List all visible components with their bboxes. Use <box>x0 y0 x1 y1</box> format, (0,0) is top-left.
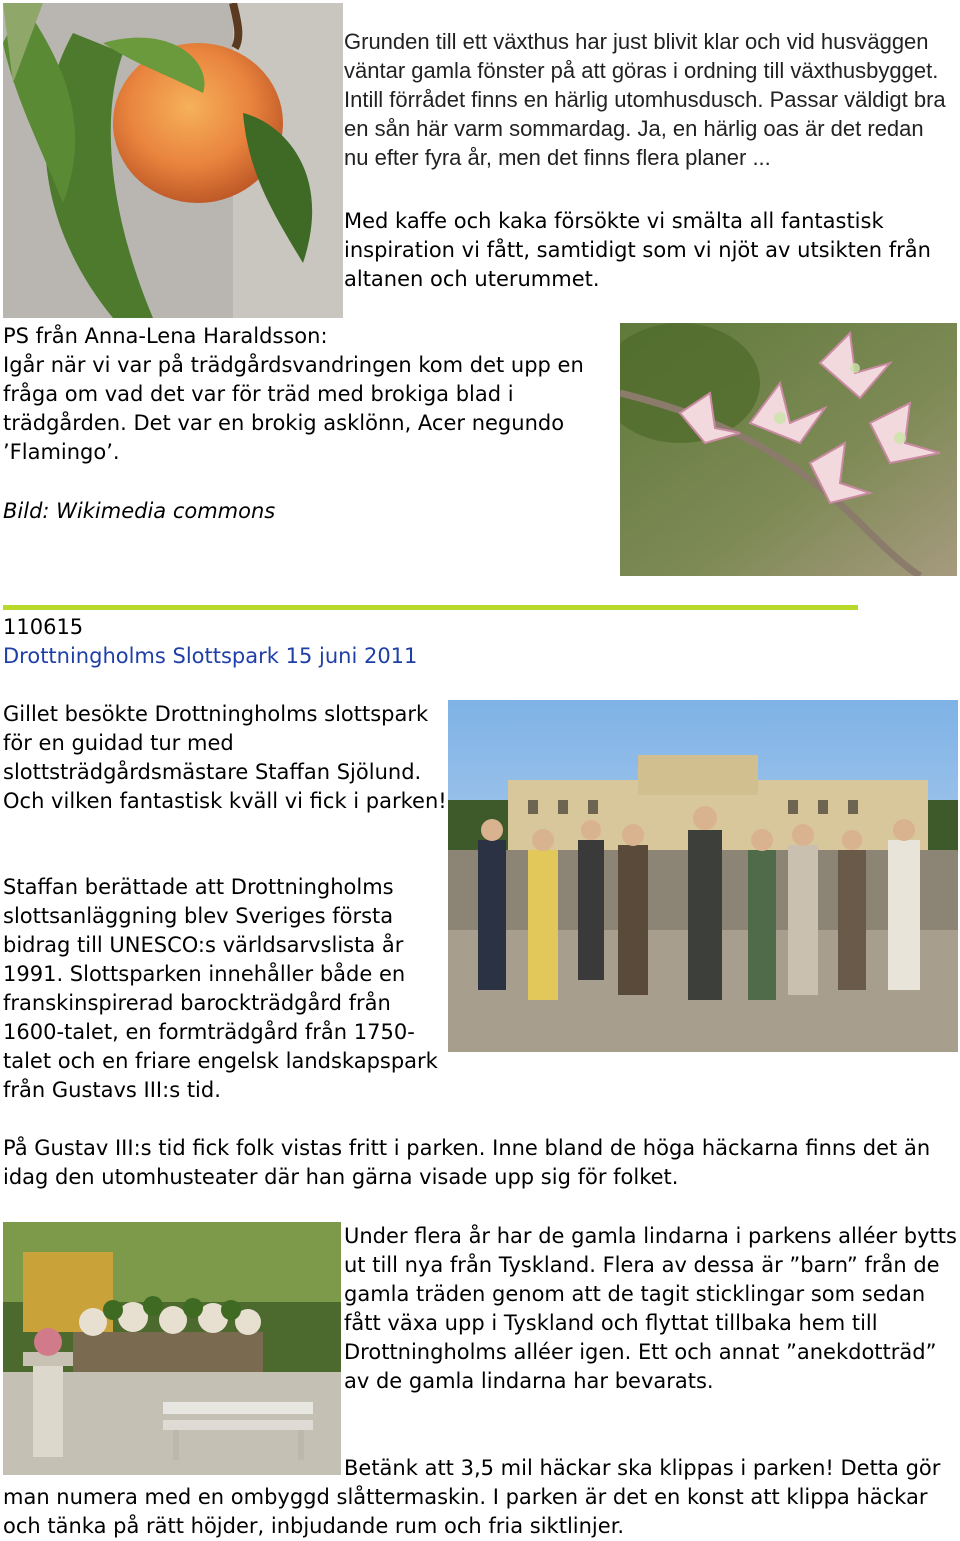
image-credit: Bild: Wikimedia commons <box>3 499 276 523</box>
peach-photo <box>3 3 343 318</box>
intro-paragraph-1: Grunden till ett växthus har just blivit klar och vid husväggen väntar gamla fönster på att göras i ordning till växthusbygget. Intill förrådet finns en härlig utomhusdusch. Passar väldigt bra en sån här varm sommardag. Ja, en härlig oas är det redan nu efter fyra år, men det finns flera planer ... <box>344 29 946 170</box>
section-divider <box>3 605 858 610</box>
article-date: 110615 <box>3 615 84 639</box>
article-paragraph-3: På Gustav III:s tid fick folk vistas fritt i parken. Inne bland de höga häckarna finns det än idag den utomhusteater där han gärna visade upp sig för folket. <box>3 1136 931 1189</box>
ps-heading: PS från Anna-Lena Haraldsson: <box>3 324 328 348</box>
article-paragraph-5: Betänk att 3,5 mil häckar ska klippas i parken! Detta gör man numera med en ombyggd slåttermaskin. I parken är det en konst att klippa häckar och tänka på rätt höjder, inbjudande rum och fria siktlinjer. <box>3 1456 941 1538</box>
article-paragraph-4: Under flera år har de gamla lindarna i parkens alléer bytts ut till nya från Tyskland. Flera av dessa är ”barn” från de gamla träden genom att de tagit sticklingar som sedan fått växa upp i Tyskland och flyttat tillbaka hem till Drottningholms alléer igen. Ett och annat ”anekdotträd” av de gamla lindarna har bevarats. <box>344 1224 957 1393</box>
plant-cart-photo <box>3 1222 341 1475</box>
article-title[interactable]: Drottningholms Slottspark 15 juni 2011 <box>3 644 418 668</box>
maple-leaf-photo <box>620 323 957 576</box>
article-paragraph-2: Staffan berättade att Drottningholms slottsanläggning blev Sveriges första bidrag till UNESCO:s världsarvslista år 1991. Slottsparken innehåller både en franskinspirerad barockträdgård från 1600-talet, en formträdgård från 1750-talet och en friare engelsk landskapspark från Gustavs III:s tid. <box>3 875 438 1102</box>
drottningholm-group-photo <box>448 700 958 1052</box>
intro-paragraph-2: Med kaffe och kaka försökte vi smälta all fantastisk inspiration vi fått, samtidigt som vi njöt av utsikten från altanen och uterummet. <box>344 209 931 291</box>
article-paragraph-1: Gillet besökte Drottningholms slottspark för en guidad tur med slottsträdgårdsmästare Staffan Sjölund. Och vilken fantastisk kväll vi fick i parken! <box>3 702 447 813</box>
ps-body: Igår när vi var på trädgårdsvandringen kom det upp en fråga om vad det var för träd med brokiga blad i trädgården. Det var en brokig asklönn, Acer negundo ’Flamingo’. <box>3 353 584 464</box>
